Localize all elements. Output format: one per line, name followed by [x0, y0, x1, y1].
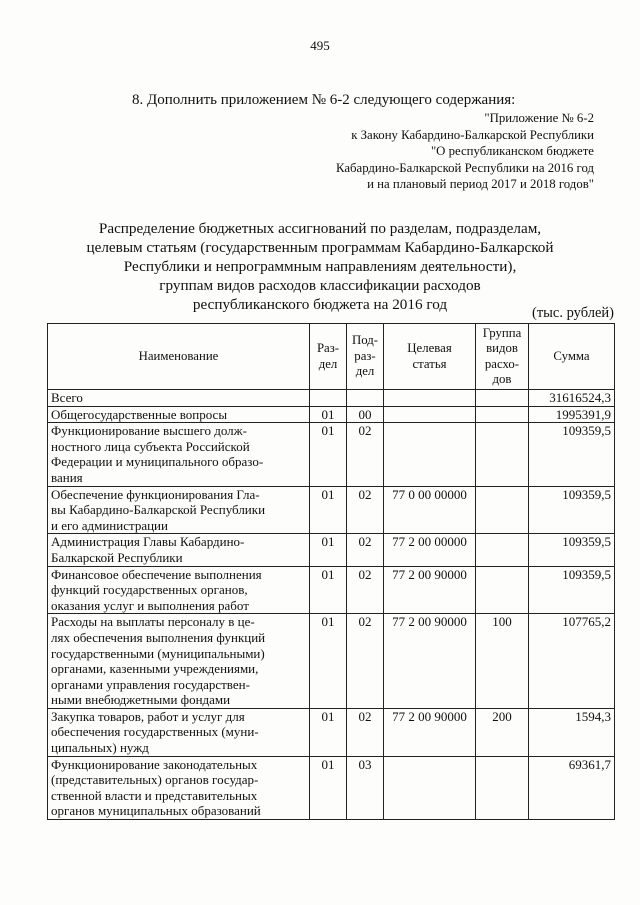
cell-razdel: 01	[310, 708, 347, 756]
cell-podrazdel: 03	[347, 756, 384, 819]
cell-summa: 107765,2	[529, 614, 615, 709]
cell-name: Функционирование законодательных (представительных) органов государ- ственной власти и представительных органов муниципальных образований	[48, 756, 310, 819]
table-row	[48, 708, 615, 756]
cell-podrazdel: 02	[347, 534, 384, 566]
cell-celevaya: 77 0 00 00000	[384, 486, 476, 534]
table-header-row	[48, 324, 615, 390]
title-line: целевым статьям (государственным программам Кабардино-Балкарской	[86, 239, 554, 256]
cell-gruppa: 100	[476, 614, 529, 709]
document-title	[40, 219, 600, 314]
cell-razdel: 01	[310, 566, 347, 614]
cell-celevaya: 77 2 00 90000	[384, 708, 476, 756]
title-line: республиканского бюджета на 2016 год	[192, 296, 448, 313]
appendix-reference	[274, 110, 594, 193]
cell-summa: 109359,5	[529, 423, 615, 486]
cell-podrazdel: 02	[347, 486, 384, 534]
cell-celevaya: 77 2 00 00000	[384, 534, 476, 566]
cell-razdel: 01	[310, 423, 347, 486]
cell-celevaya	[384, 423, 476, 486]
cell-name: Расходы на выплаты персоналу в це- лях обеспечения выполнения функций государственными (муниципальными) органами, казенными учреждениями, органами управления государствен- ными внебюджетными фондами	[48, 614, 310, 709]
header-razdel: Раз- дел	[310, 324, 347, 390]
cell-podrazdel: 02	[347, 423, 384, 486]
table-row	[48, 534, 615, 566]
cell-celevaya	[384, 406, 476, 423]
table-body	[48, 390, 615, 820]
cell-podrazdel: 02	[347, 708, 384, 756]
title-line: Распределение бюджетных ассигнований по разделам, подразделам,	[98, 220, 542, 237]
cell-razdel: 01	[310, 406, 347, 423]
cell-gruppa	[476, 406, 529, 423]
appendix-line: "О республиканском бюджете	[430, 144, 594, 158]
table-row	[48, 566, 615, 614]
cell-gruppa	[476, 534, 529, 566]
cell-summa: 31616524,3	[529, 390, 615, 407]
cell-celevaya: 77 2 00 90000	[384, 566, 476, 614]
cell-razdel: 01	[310, 534, 347, 566]
header-podrazdel: Под- раз- дел	[347, 324, 384, 390]
cell-name: Функционирование высшего долж- ностного лица субъекта Российской Федерации и муниципального образо- вания	[48, 423, 310, 486]
cell-celevaya: 77 2 00 90000	[384, 614, 476, 709]
budget-table	[47, 323, 615, 820]
cell-gruppa	[476, 423, 529, 486]
cell-gruppa: 200	[476, 708, 529, 756]
appendix-line: и на плановый период 2017 и 2018 годов"	[367, 177, 594, 191]
table-row	[48, 756, 615, 819]
header-celevaya: Целевая статья	[384, 324, 476, 390]
cell-summa: 1594,3	[529, 708, 615, 756]
cell-razdel	[310, 390, 347, 407]
cell-podrazdel: 02	[347, 614, 384, 709]
table-row	[48, 423, 615, 486]
cell-gruppa	[476, 756, 529, 819]
cell-podrazdel: 02	[347, 566, 384, 614]
cell-gruppa	[476, 566, 529, 614]
units-label: (тыс. рублей)	[532, 305, 614, 321]
cell-summa: 109359,5	[529, 534, 615, 566]
cell-podrazdel: 00	[347, 406, 384, 423]
cell-summa: 109359,5	[529, 566, 615, 614]
cell-name: Общегосударственные вопросы	[48, 406, 310, 423]
appendix-line: "Приложение № 6-2	[484, 111, 594, 125]
cell-name: Всего	[48, 390, 310, 407]
cell-gruppa	[476, 486, 529, 534]
table-row	[48, 486, 615, 534]
cell-summa: 69361,7	[529, 756, 615, 819]
table-row	[48, 614, 615, 709]
header-gruppa: Группа видов расхо- дов	[476, 324, 529, 390]
table-row	[48, 390, 615, 407]
cell-razdel: 01	[310, 614, 347, 709]
cell-gruppa	[476, 390, 529, 407]
cell-name: Администрация Главы Кабардино- Балкарской Республики	[48, 534, 310, 566]
title-line: группам видов расходов классификации расходов	[159, 277, 481, 294]
cell-name: Финансовое обеспечение выполнения функций государственных органов, оказания услуг и выполнения работ	[48, 566, 310, 614]
cell-summa: 1995391,9	[529, 406, 615, 423]
table-row	[48, 406, 615, 423]
cell-razdel: 01	[310, 486, 347, 534]
page-number: 495	[310, 38, 330, 53]
appendix-line: к Закону Кабардино-Балкарской Республики	[351, 127, 594, 142]
cell-celevaya	[384, 756, 476, 819]
cell-name: Закупка товаров, работ и услуг для обеспечения государственных (муни- ципальных) нужд	[48, 708, 310, 756]
cell-podrazdel	[347, 390, 384, 407]
header-summa: Сумма	[529, 324, 615, 390]
header-name: Наименование	[48, 324, 310, 390]
intro-line: 8. Дополнить приложением № 6-2 следующего содержания:	[132, 92, 516, 108]
cell-summa: 109359,5	[529, 486, 615, 534]
cell-name: Обеспечение функционирования Гла- вы Кабардино-Балкарской Республики и его администрации	[48, 486, 310, 534]
appendix-line: Кабардино-Балкарской Республики на 2016 год	[335, 160, 594, 175]
cell-razdel: 01	[310, 756, 347, 819]
title-line: Республики и непрограммным направлениям деятельности),	[123, 258, 517, 275]
cell-celevaya	[384, 390, 476, 407]
